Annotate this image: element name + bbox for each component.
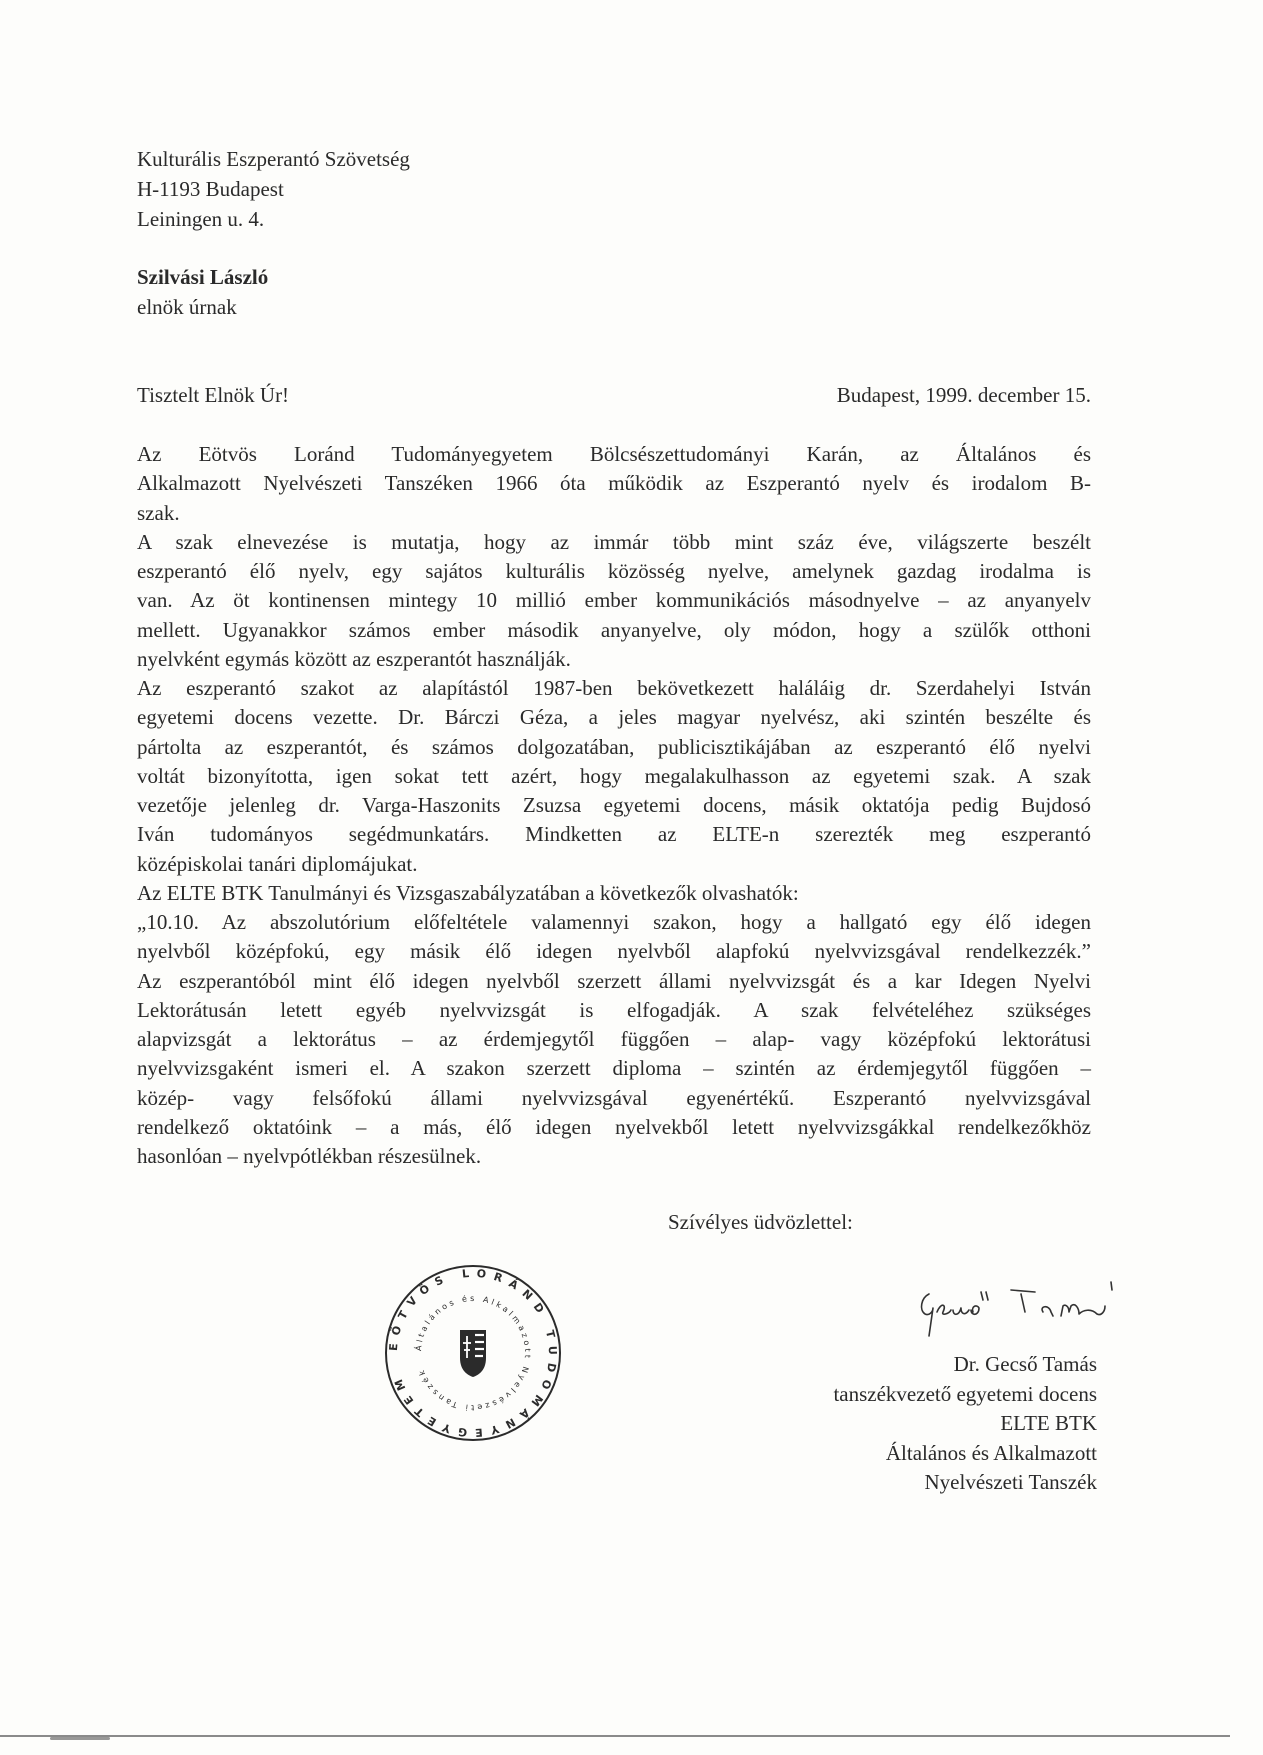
official-stamp <box>384 1264 562 1442</box>
signatory-department-line2: Nyelvészeti Tanszék <box>924 1470 1097 1494</box>
recipient-block <box>137 262 268 322</box>
signatory-position: tanszékvezető egyetemi docens <box>833 1381 1097 1406</box>
letter-body <box>137 440 1091 1171</box>
signatory-department-line1: Általános és Alkalmazott <box>885 1440 1097 1465</box>
closing: Szívélyes üdvözlettel: <box>668 1210 853 1234</box>
handwritten-signature <box>915 1278 1125 1344</box>
recipient-title: elnök úrnak <box>137 295 237 319</box>
body-line: nyelvként egymás között az eszperantót használják. <box>137 646 571 671</box>
sender-organization: Kulturális Eszperantó Szövetség <box>137 147 410 171</box>
letter-date: Budapest, 1999. december 15. <box>836 383 1091 407</box>
hungarian-coat-of-arms-icon <box>460 1330 486 1377</box>
body-line: Iván tudományos segédmunkatárs. Mindketten az ELTE-n szerezték meg eszperantó <box>137 822 1091 847</box>
sender-city: H-1193 Budapest <box>137 177 284 201</box>
body-line: „10.10. Az abszolutórium előfeltétele valamennyi szakon, hogy a hallgató egy élő idegen <box>137 910 1091 934</box>
body-line: Az Eötvös Loránd Tudományegyetem Bölcsészettudományi Karán, az Általános és <box>137 442 1091 466</box>
body-line: nyelvből középfokú, egy másik élő idegen nyelvből alapfokú nyelvvizsgával rendelkezzék.” <box>137 939 1091 964</box>
body-line: középiskolai tanári diplomájukat. <box>137 851 418 876</box>
body-line: van. Az öt kontinensen mintegy 10 millió ember kommunikációs másodnyelve – az anyanyelv <box>137 588 1091 613</box>
signatory-institution: ELTE BTK <box>1000 1411 1097 1435</box>
body-line: vezetője jelenleg dr. Varga-Haszonits Zsuzsa egyetemi docens, másik oktatója pedig Bujdosó <box>137 793 1091 817</box>
recipient-name: Szilvási László <box>137 265 269 289</box>
scan-shadow <box>50 1737 110 1740</box>
stamp-inner-text: Általános és Alkalmazott Nyelvészeti Tanszék <box>413 1293 532 1413</box>
body-line: A szak elnevezése is mutatja, hogy az immár több mint száz éve, világszerte beszélt <box>137 529 1091 554</box>
body-line: eszperantó élő nyelv, egy sajátos kulturális közösség nyelve, amelynek gazdag irodalma is <box>137 559 1091 583</box>
body-line: Lektorátusán letett egyéb nyelvvizsgát is elfogadják. A szak felvételéhez szükséges <box>137 997 1091 1022</box>
body-line: egyetemi docens vezette. Dr. Bárczi Géza, a jeles magyar nyelvész, aki szintén beszélte és <box>137 705 1091 730</box>
sender-address <box>137 144 410 234</box>
sender-street: Leiningen u. 4. <box>137 207 265 231</box>
body-line: alapvizsgát a lektorátus – az érdemjegytől függően – alap- vagy középfokú lektorátusi <box>137 1027 1091 1051</box>
body-line: voltát bizonyította, igen sokat tett azért, hogy megalakulhasson az egyetemi szak. A szak <box>137 763 1091 788</box>
body-line: hasonlóan – nyelvpótlékban részesülnek. <box>137 1144 482 1168</box>
stamp-outer-text: EÖTVÖS LORÁND TUDOMÁNYEGYETEM <box>386 1266 560 1440</box>
signatory-name: Dr. Gecső Tamás <box>953 1352 1097 1376</box>
body-line: Az ELTE BTK Tanulmányi és Vizsgaszabályzatában a következők olvashatók: <box>137 880 799 905</box>
signatory-block <box>833 1350 1097 1498</box>
body-line: rendelkező oktatóink – a más, élő idegen nyelvekből letett nyelvvizsgákkal rendelkezőkhöz <box>137 1114 1091 1139</box>
salutation: Tisztelt Elnök Úr! <box>137 383 290 407</box>
body-line: közép- vagy felsőfokú állami nyelvvizsgával egyenértékű. Eszperantó nyelvvizsgával <box>137 1085 1091 1110</box>
body-line: Az eszperantóból mint élő idegen nyelvből szerzett állami nyelvvizsgát és a kar Idegen Nyelvi <box>137 968 1091 993</box>
body-line: pártolta az eszperantót, és számos dolgozatában, publicisztikájában az eszperantó élő nyelvi <box>137 734 1091 759</box>
body-line: nyelvvizsgaként ismeri el. A szakon szerzett diploma – szintén az érdemjegytől függően – <box>137 1056 1091 1081</box>
page-bottom-edge <box>0 1735 1230 1737</box>
body-line: szak. <box>137 500 180 525</box>
body-line: Az eszperantó szakot az alapítástól 1987-ben bekövetkezett haláláig dr. Szerdahelyi István <box>137 676 1091 700</box>
body-line: mellett. Ugyanakkor számos ember második anyanyelve, oly módon, hogy a szülők otthoni <box>137 617 1091 642</box>
body-line: Alkalmazott Nyelvészeti Tanszéken 1966 óta működik az Eszperantó nyelv és irodalom B- <box>137 471 1091 496</box>
